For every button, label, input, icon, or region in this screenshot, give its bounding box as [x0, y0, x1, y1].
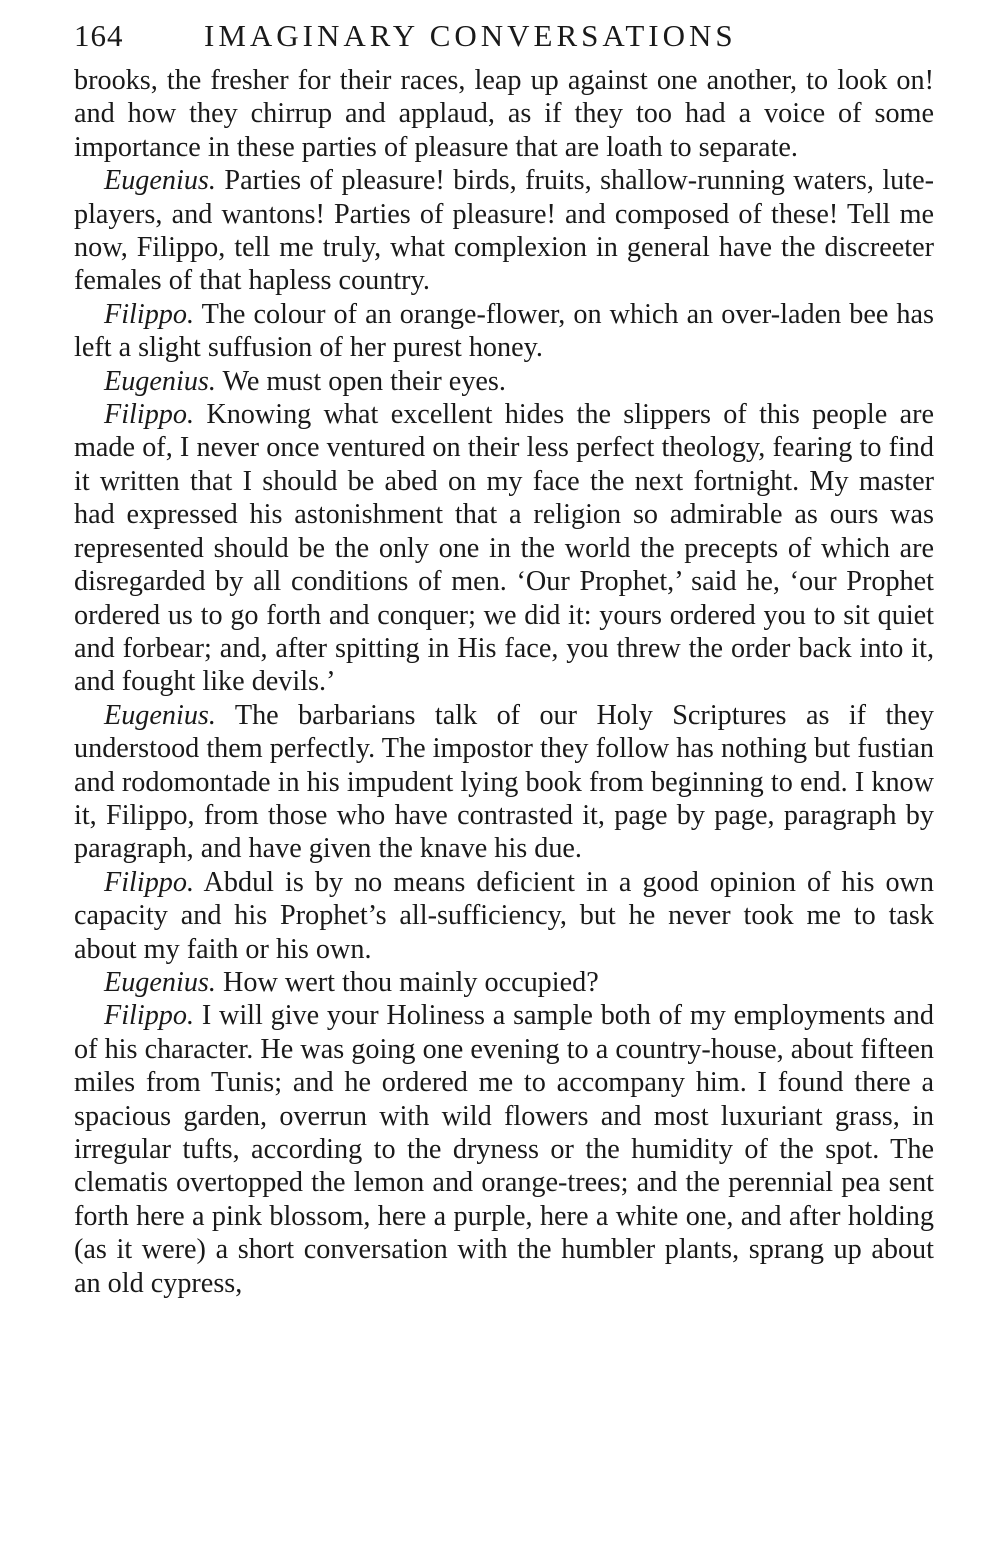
- speaker-name: Eugenius.: [104, 699, 216, 731]
- dialogue-paragraph: [74, 164, 934, 298]
- dialogue-paragraph: [74, 866, 934, 966]
- paragraph-text: How wert thou mainly occupied?: [215, 966, 599, 998]
- speaker-name: Eugenius.: [104, 966, 216, 998]
- running-title: IMAGINARY CONVERSATIONS: [204, 18, 737, 53]
- running-head: [74, 14, 934, 64]
- dialogue-paragraph: [74, 999, 934, 1300]
- paragraph-text: Abdul is by no means deficient in a good opinion of his own capacity and his Prophet’s all-sufficiency, but he never took me to task about my faith or his own.: [74, 866, 934, 965]
- paragraph-continuation: [74, 64, 934, 164]
- speaker-name: Filippo.: [104, 298, 195, 330]
- paragraph-text: Knowing what excellent hides the slippers of this people are made of, I never once ventured on their less perfect theology, fearing to find it written that I should be abed on my face the next fortnight. My master had expressed his astonishment that a religion so admirable as ours was represented should be the only one in the world the precepts of which are disregarded by all conditions of men. ‘Our Prophet,’ said he, ‘our Prophet ordered us to go forth and conquer; we did it: yours ordered you to sit quiet and forbear; and, after spitting in His face, you threw the order back into it, and fought like devils.’: [74, 399, 934, 698]
- dialogue-paragraph: [74, 365, 934, 398]
- dialogue-paragraph: [74, 966, 934, 999]
- speaker-name: Eugenius.: [104, 165, 216, 197]
- paragraph-text: The colour of an orange-flower, on which an over-laden bee has left a slight suffusion of her purest honey.: [74, 298, 934, 364]
- dialogue-paragraph: [74, 298, 934, 365]
- body-text: [74, 64, 934, 1300]
- paragraph-text: I will give your Holiness a sample both of my employments and of his character. He was going one evening to a country-house, about fifteen miles from Tunis; and he ordered me to accompany him. I found there a spacious garden, overrun with wild flowers and most luxuriant grass, in irregular tufts, according to the dryness or the humidity of the spot. The clematis overtopped the lemon and orange-trees; and the perennial pea sent forth here a pink blossom, here a purple, here a white one, and after holding (as it were) a short conversation with the humbler plants, sprang up about an old cypress,: [74, 1000, 934, 1299]
- dialogue-paragraph: [74, 699, 934, 866]
- paragraph-text: We must open their eyes.: [215, 365, 506, 397]
- speaker-name: Filippo.: [104, 1000, 195, 1032]
- speaker-name: Filippo.: [104, 399, 195, 431]
- speaker-name: Filippo.: [104, 866, 195, 898]
- page-number: 164: [74, 18, 124, 53]
- paragraph-text: Parties of pleasure! birds, fruits, shallow-running waters, lute-players, and wantons! Parties of pleasure! and composed of these! Tell me now, Filippo, tell me truly, what complexion in general have the discreeter females of that hapless country.: [74, 165, 934, 297]
- dialogue-paragraph: [74, 398, 934, 699]
- paragraph-text: brooks, the fresher for their races, leap up against one another, to look on! and how they chirrup and applaud, as if they too had a voice of some importance in these parties of pleasure that are loath to separate.: [74, 65, 934, 163]
- book-page: [74, 14, 934, 1300]
- speaker-name: Eugenius.: [104, 365, 216, 397]
- paragraph-text: The barbarians talk of our Holy Scriptures as if they understood them perfectly. The impostor they follow has nothing but fustian and rodomontade in his impudent lying book from beginning to end. I know it, Filippo, from those who have contrasted it, page by page, paragraph by paragraph, and have given the knave his due.: [74, 699, 934, 865]
